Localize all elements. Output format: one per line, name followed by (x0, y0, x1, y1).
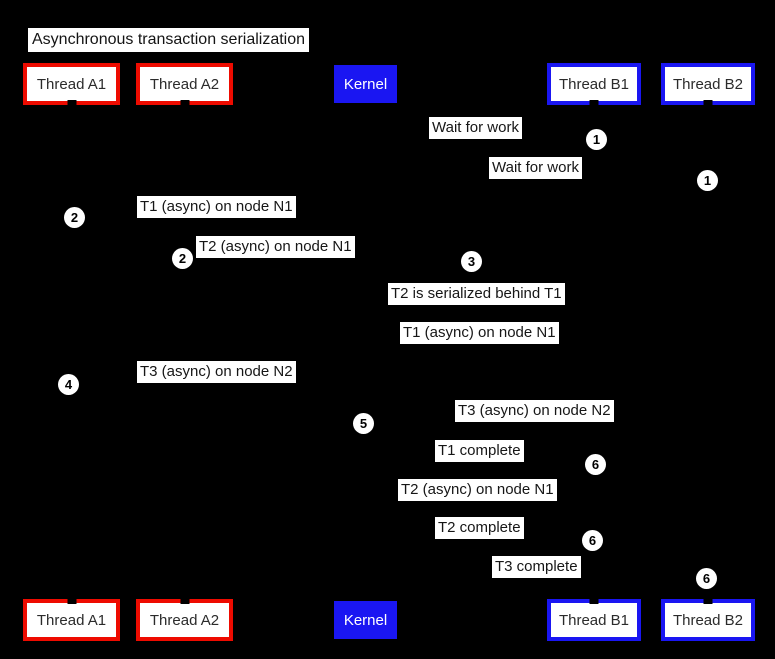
step-marker-2: 2 (64, 207, 85, 228)
participant-label: Thread B1 (558, 75, 630, 93)
step-marker-3: 3 (461, 251, 482, 272)
participant-label: Thread A2 (149, 611, 220, 629)
step-marker-5: 5 (353, 413, 374, 434)
participant-label: Kernel (343, 75, 388, 93)
message-t2-serialized-behind-t1: T2 is serialized behind T1 (388, 283, 565, 305)
participant-thread-b1-top (547, 63, 641, 105)
participant-thread-a2-top (136, 63, 233, 105)
participant-label: Thread A2 (149, 75, 220, 93)
participant-label: Thread B2 (672, 611, 744, 629)
participant-label: Kernel (343, 611, 388, 629)
message-t3-complete: T3 complete (492, 556, 581, 578)
participant-label: Thread B2 (672, 75, 744, 93)
step-marker-1: 1 (697, 170, 718, 191)
participant-thread-b2-top (661, 63, 755, 105)
participant-kernel-top (334, 65, 397, 103)
step-marker-6: 6 (585, 454, 606, 475)
step-marker-2: 2 (172, 248, 193, 269)
step-marker-6: 6 (696, 568, 717, 589)
message-t3-async-node-n2-kernel: T3 (async) on node N2 (455, 400, 614, 422)
step-marker-6: 6 (582, 530, 603, 551)
message-wait-for-work-b1: Wait for work (429, 117, 522, 139)
diagram-title: Asynchronous transaction serialization (28, 28, 309, 52)
message-t2-complete: T2 complete (435, 517, 524, 539)
participant-thread-a2-bottom (136, 599, 233, 641)
message-t1-async-node-n1-a1: T1 (async) on node N1 (137, 196, 296, 218)
participant-thread-b1-bottom (547, 599, 641, 641)
participant-thread-b2-bottom (661, 599, 755, 641)
participant-thread-a1-top (23, 63, 120, 105)
step-marker-4: 4 (58, 374, 79, 395)
participant-label: Thread A1 (36, 75, 107, 93)
message-t2-async-node-n1-kernel: T2 (async) on node N1 (398, 479, 557, 501)
message-t1-async-node-n1-kernel: T1 (async) on node N1 (400, 322, 559, 344)
message-t3-async-node-n2-a2: T3 (async) on node N2 (137, 361, 296, 383)
participant-label: Thread B1 (558, 611, 630, 629)
message-t2-async-node-n1-a2: T2 (async) on node N1 (196, 236, 355, 258)
participant-kernel-bottom (334, 601, 397, 639)
participant-label: Thread A1 (36, 611, 107, 629)
message-t1-complete: T1 complete (435, 440, 524, 462)
message-wait-for-work-b2: Wait for work (489, 157, 582, 179)
step-marker-1: 1 (586, 129, 607, 150)
participant-thread-a1-bottom (23, 599, 120, 641)
